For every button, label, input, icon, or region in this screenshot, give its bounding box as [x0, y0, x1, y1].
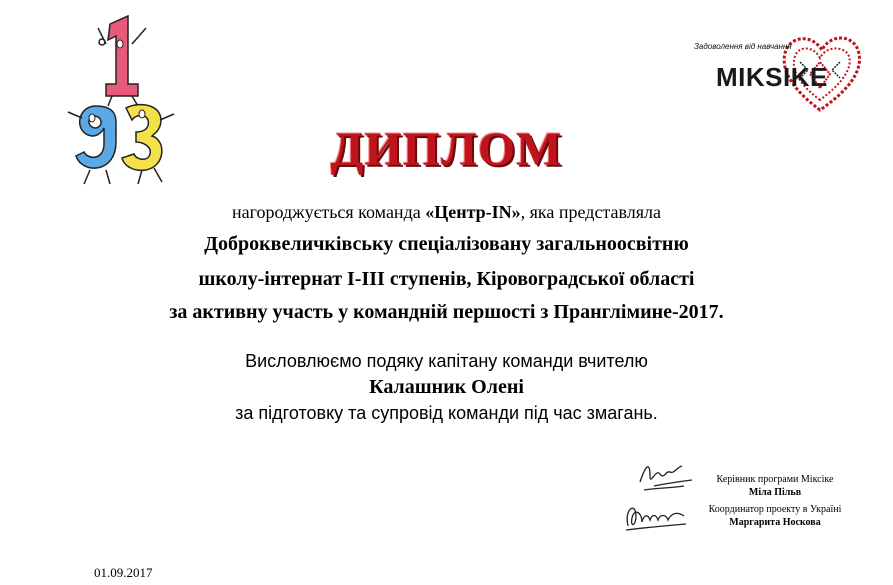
signature-2-icon [618, 496, 690, 536]
signature-1-role: Керівник програми Міксіке [716, 474, 834, 485]
signature-1-name: Міла Пільв [748, 487, 802, 498]
diploma-title: ДИПЛОМ [330, 123, 563, 176]
signature-1-icon [636, 458, 694, 496]
thanks-intro: Висловлюємо подяку капітану команди вчителю [245, 351, 648, 371]
award-reason: за активну участь у командній першості з Пранглімине-2017. [169, 301, 724, 323]
tagline: Задоволення від навчання [694, 42, 792, 51]
school-line-2: школу-інтернат І-ІІІ ступенів, Кіровоградської області [198, 268, 695, 290]
thanks-outro: за підготовку та супровід команди під час змагань. [235, 403, 658, 423]
logo-miksike [688, 22, 868, 122]
issue-date: 01.09.2017 [94, 565, 153, 580]
award-intro: нагороджується команда «Центр-IN», яка представляла [231, 202, 661, 222]
brand-name: MIKSIKE [716, 62, 828, 92]
team-name: «Центр-IN» [425, 202, 521, 222]
signature-2-name: Маргарита Носкова [729, 517, 821, 528]
teacher-name: Калашник Олені [369, 376, 524, 398]
school-line-1: Доброквеличківську спеціалізовану загальноосвітню [204, 233, 689, 255]
signature-2-role: Координатор проекту в Україні [708, 504, 842, 515]
